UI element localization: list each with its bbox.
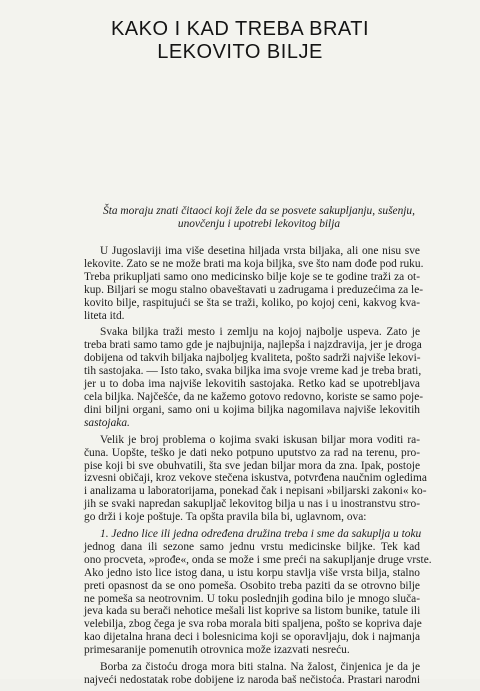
text-line: U Jugoslaviji ima više desetina hiljada vrsta biljaka, ali one nisu sve [100,245,420,257]
text-line: Velik je broj problema o kojima svaki iskusan biljar mora voditi ra- [100,433,420,446]
text-line: jeva kada su berači nehotice mešali list koprive sa listom bunike, tatule ili [84,605,421,618]
text-line: i analizama u laboratorijama, ponekad čak i nepisani »biljarski zakoni« ko- [84,485,427,498]
text-line: cela biljka. Najčešće, da ne kažemo gotovo redovno, koriste se samo poje- [84,390,424,403]
title-line-2: LEKOVITO BILJE [157,41,323,63]
text-line: primesaranije pomenutih otrovnica može izazvati nesreću. [84,644,350,657]
body-text [84,245,432,691]
paragraph [84,661,420,687]
text-line: go drži i koje poštuje. Ta opšta pravila bila bi, uglavnom, ova: [84,511,367,524]
text-line: čuna. Uopšte, teško je dati neko potpuno uputstvo za rad na terenu, pro- [84,446,420,459]
lead-subtitle [100,205,418,231]
text-line: izvesni običaji, kroz vekove stečena iskustva, potvrđena naučnim ogledima [84,472,427,485]
paragraph [84,433,427,524]
text-line: preti opasnost da se ono pomeša. Osobito treba paziti da se otrovno bilje [84,579,420,592]
text-line: velebilja, zbog čega je sva roba morala biti spaljena, pošto se kopriva daje [84,618,422,631]
text-line: tih sastojaka. — Isto tako, svaka biljka ima svoje vreme kad je treba brati, [84,365,422,378]
text-line: jednog dana ili sezone samo jednu vrstu medicinske biljke. Tek kad [84,540,420,553]
title-line-1: KAKO I KAD TREBA BRATI [110,18,370,40]
text-line: lekovite. Zato se ne može brati ma koja biljka, sve što nam dođe pod ruku. [84,257,424,270]
text-line: ono procveta, »prođe«, onda se može i sme preći na sakupljanje druge vrste. [84,553,432,566]
text-line: sastojaka. [84,416,130,429]
text-line: dobijena od takvih biljaka najboljeg kvaliteta, pošto sadrži najviše lekovi- [84,352,421,365]
text-line: Svaka biljka traži mesto i zemlju na kojoj najbolje uspeva. Zato je [100,326,420,339]
lead-line-2: unovčenju i upotrebi lekovitog bilja [177,218,341,230]
text-line: najveći nedostatak robe dobijene iz naroda baš nečistoća. Prastari narodni [84,674,420,686]
text-line: jer u to doba ima najviše lekovitih sastojaka. Retko kad se upotrebljava [84,378,420,391]
text-line: liteta itd. [84,309,125,322]
paragraph [84,528,432,657]
text-line: 1. Jedno lice ili jedna određena družina treba i sme da sakuplja u toku [100,528,422,541]
lead-line-1: Šta moraju znati čitaoci koji žele da se posvete sakupljanju, sušenju, [103,205,415,217]
paragraph [84,245,424,322]
text-line: Treba prikupljati samo ono medicinsko bilje koje se te godine traži za ot- [84,270,420,283]
text-line: jih se svaki napredan sakupljač lekovitog bilja u nas i u inostranstvu stro- [84,498,420,511]
page-title [60,18,420,64]
text-line: dini biljni organi, samo oni u kojima biljka nagomilava najviše lekovitih [84,403,420,416]
text-line: kovito bilje, raspitujući se šta se traži, koliko, po kojoj ceni, kakvog kva- [84,296,420,309]
text-line: Ako jedno isto lice istog dana, u istu korpu stavlja više vrsta bilja, stalno [84,566,420,579]
paragraph [84,326,424,429]
text-line: ne pomeša sa neotrovnim. U toku poslednjih godina bilo je mnogo sluča- [84,592,420,605]
text-line: kup. Biljari se mogu stalno obaveštavati u zadrugama i preduzećima za le- [84,283,424,296]
text-line: pise koji bi sve obuhvatili, šta sve jedan biljar mora da zna. Ipak, postoje [84,459,420,472]
text-line: kao dijetalna hrana deci i bolesnicima koji se oporavljaju, dok i najmanja [84,631,420,644]
text-line: treba brati samo tamo gde je najbujnija, najlepša i najzdravija, jer je droga [84,339,422,352]
text-line: Borba za čistoću droga mora biti stalna. Na žalost, činjenica je da je [100,661,420,674]
